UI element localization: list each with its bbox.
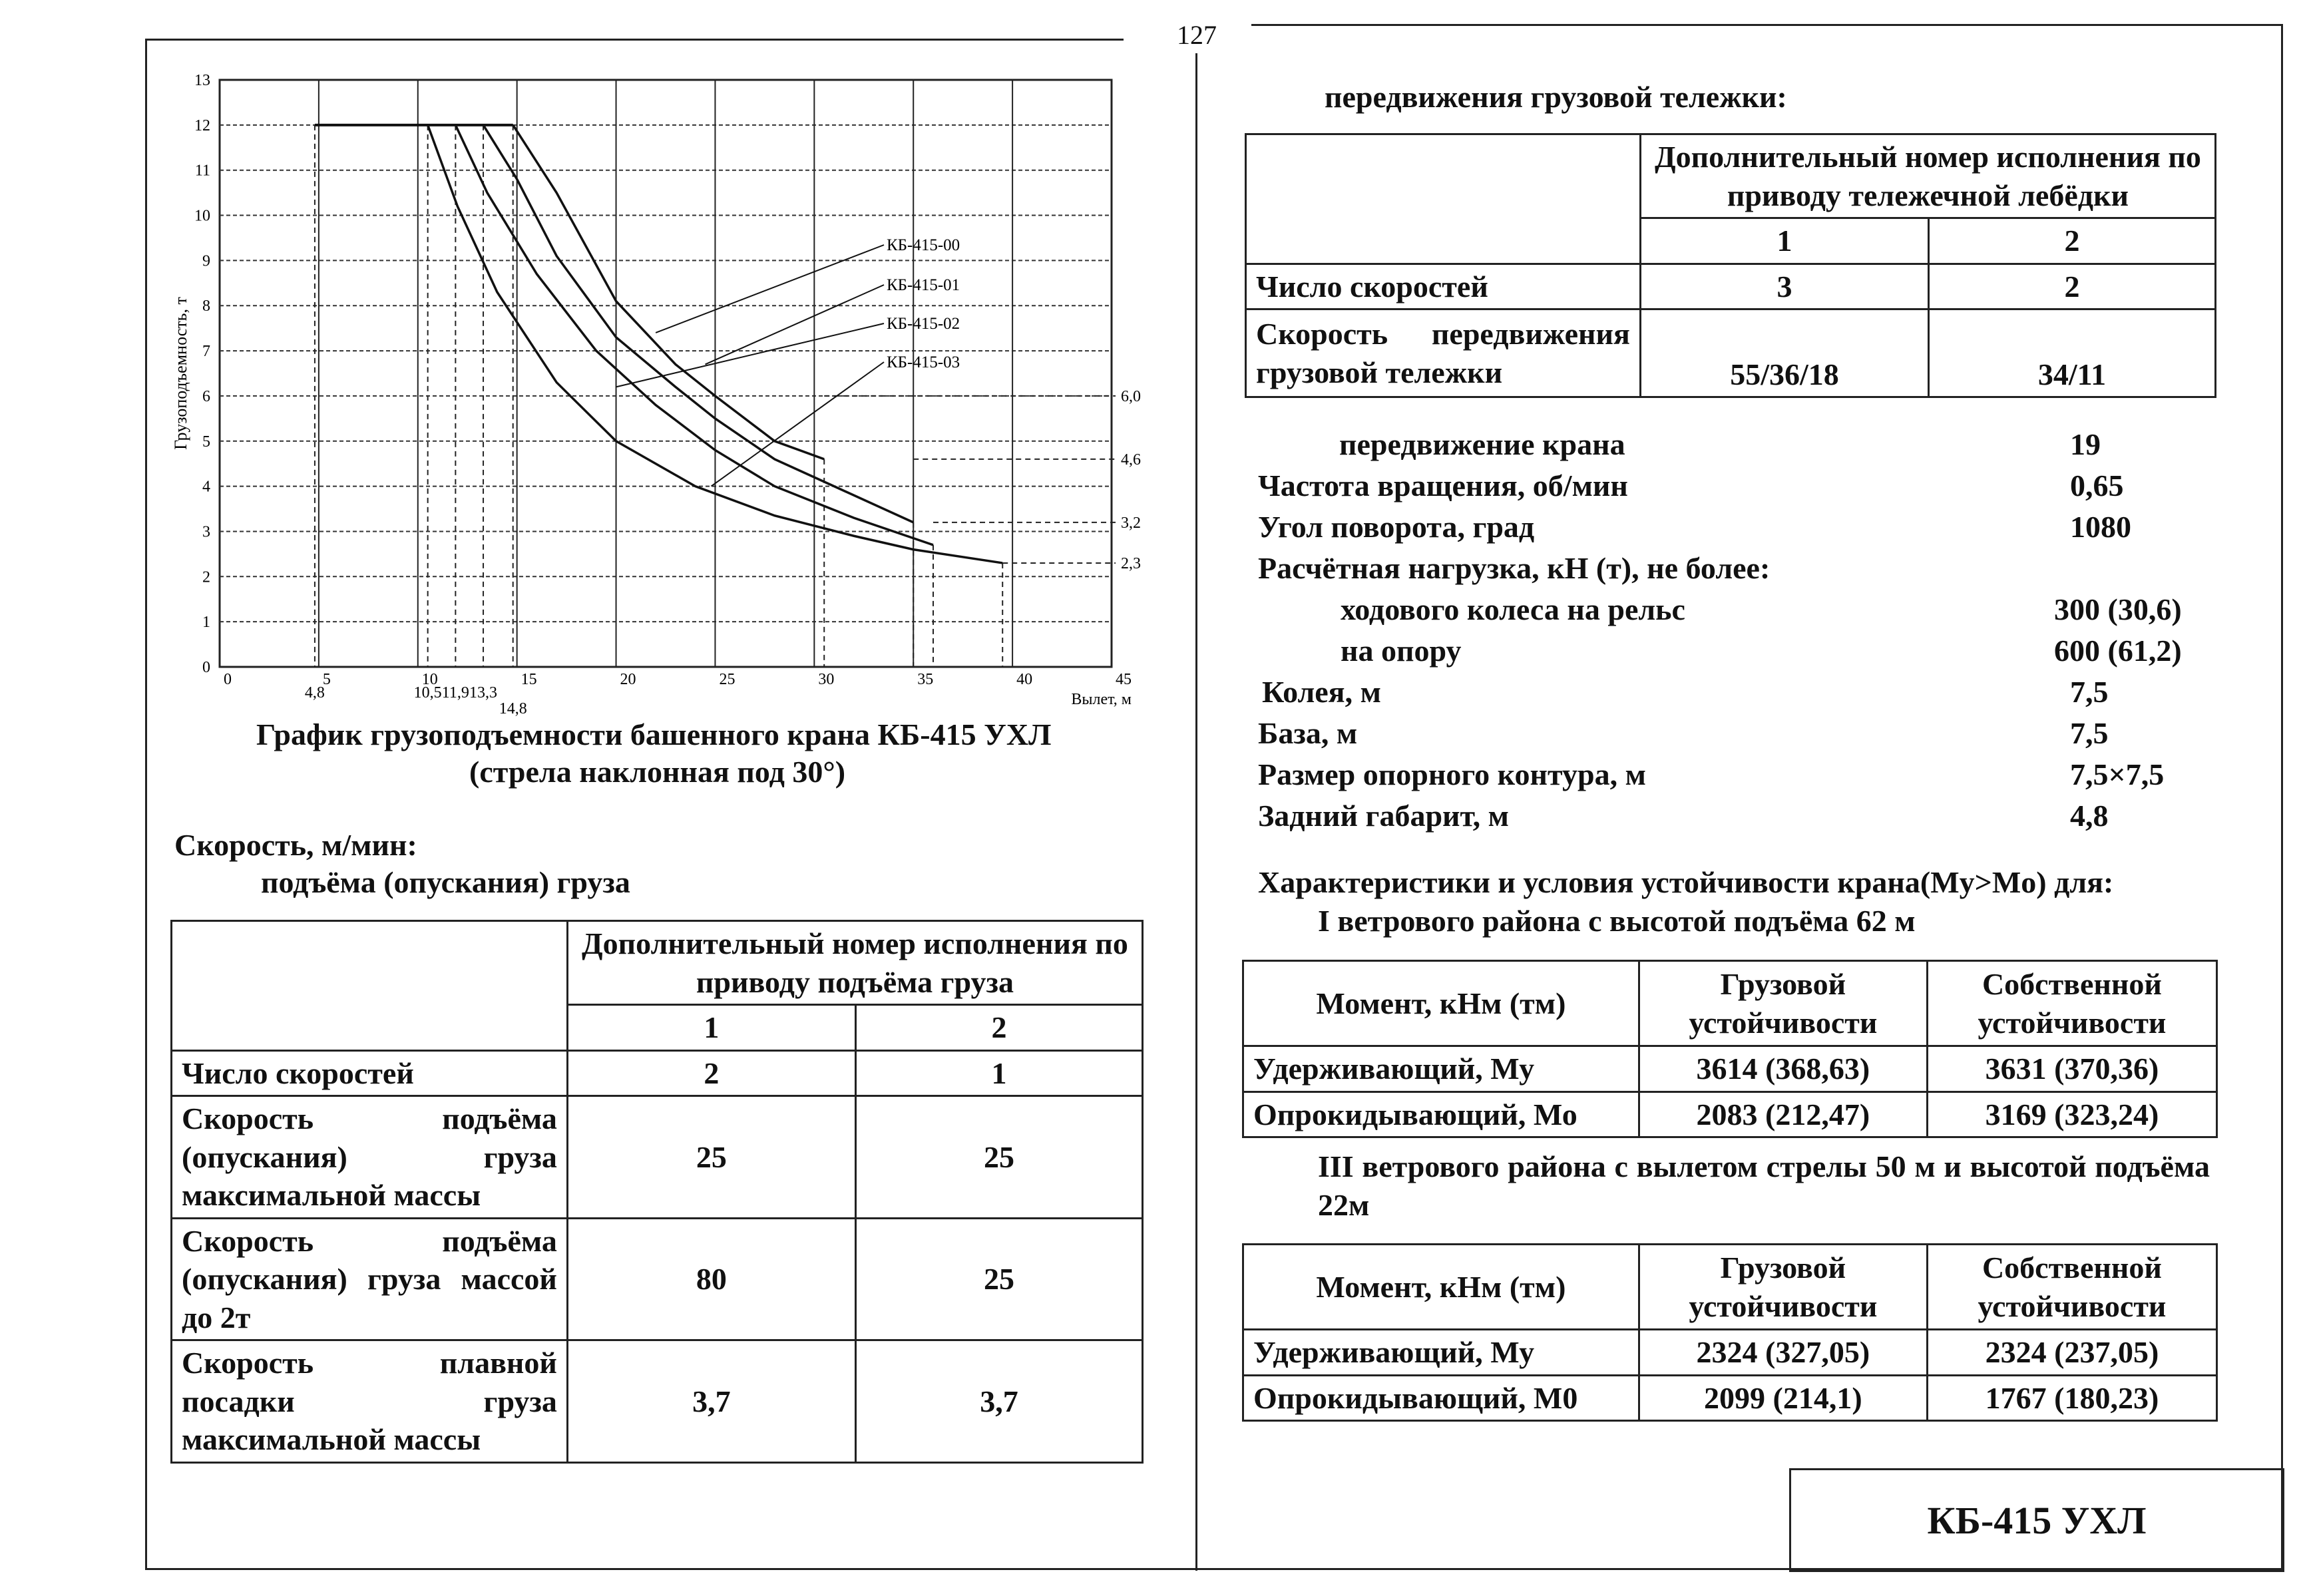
x-tick-label: 25 — [719, 671, 735, 688]
frame-top-right — [1251, 24, 2283, 26]
y-tick-label: 2 — [202, 568, 210, 586]
frame-left — [145, 39, 147, 1569]
hoist-row-value: 1 — [855, 1050, 1142, 1096]
hoist-row-label: Скорость подъёма (опускания) груза максимальной массы — [172, 1096, 568, 1219]
y-tick-label: 5 — [202, 433, 210, 451]
stab1-row-label: Опрокидывающий, Мо — [1243, 1092, 1639, 1137]
stab3-row-value: 2099 (214,1) — [1639, 1375, 1927, 1421]
speed-subheading: подъёма (опускания) груза — [261, 865, 630, 899]
param-value: 7,5×7,5 — [2070, 757, 2165, 791]
legend-label: КБ-415-03 — [887, 353, 960, 371]
trolley-row-label: Число скоростей — [1246, 264, 1641, 309]
x-tick-label: 35 — [917, 671, 934, 688]
legend-label: КБ-415-00 — [887, 236, 960, 254]
chart-title: График грузоподъемности башенного крана КБ-415 УХЛ — [256, 717, 1052, 751]
param-label: ходового колеса на рельс — [1341, 592, 1685, 626]
trolley-row-value: 3 — [1640, 264, 1928, 309]
param-value: 0,65 — [2070, 469, 2124, 502]
x-mark-label: 11,9 — [441, 684, 469, 701]
param-label: Размер опорного контура, м — [1258, 757, 1646, 791]
hoist-row-label: Скорость плавной посадки груза максимальной массы — [172, 1340, 568, 1463]
hoist-row-label: Скорость подъёма (опускания) груза массой до 2т — [172, 1218, 568, 1340]
stab3-col-own: Собственной устойчивости — [1927, 1245, 2216, 1330]
stability-table-3 — [1242, 1243, 2218, 1422]
right-mark-label: 4,6 — [1121, 451, 1141, 469]
y-tick-label: 10 — [194, 207, 210, 225]
center-divider — [1195, 53, 1197, 1571]
x-axis-title: Вылет, м — [1071, 691, 1132, 708]
frame-right — [2281, 24, 2283, 1569]
x-tick-label: 5 — [322, 671, 331, 688]
y-tick-label: 11 — [194, 162, 210, 180]
y-tick-label: 1 — [202, 614, 210, 632]
hoist-row-value: 25 — [855, 1096, 1142, 1219]
param-value: 600 (61,2) — [2054, 634, 2182, 668]
x-mark-label: 13,3 — [469, 684, 498, 701]
param-value: 7,5 — [2070, 716, 2109, 750]
trolley-row-value: 2 — [1929, 264, 2216, 309]
title-stamp: КБ-415 УХЛ — [1789, 1468, 2284, 1572]
param-label: на опору — [1341, 634, 1462, 668]
hoist-row-label: Число скоростей — [172, 1050, 568, 1096]
y-axis-title: Грузоподъемность, т — [171, 297, 190, 450]
hoist-table-corner — [172, 921, 568, 1051]
stability-region-1: I ветрового района с высотой подъёма 62 м — [1318, 904, 1916, 938]
x-tick-label: 15 — [521, 671, 537, 688]
param-label: передвижение крана — [1339, 427, 1625, 461]
frame-top-left — [145, 39, 1124, 41]
y-tick-label: 9 — [202, 252, 210, 270]
legend-leader — [706, 285, 884, 364]
param-label: Задний габарит, м — [1258, 799, 1510, 833]
stab1-row-value: 2083 (212,47) — [1639, 1092, 1927, 1137]
stability-region-3: III ветрового района с вылетом стрелы 50 м и высотой подъёма 22м — [1318, 1149, 2210, 1223]
param-label: База, м — [1258, 716, 1358, 750]
legend-leader — [656, 245, 884, 333]
page-number: 127 — [1177, 20, 1217, 50]
x-mark-label: 4,8 — [304, 684, 325, 701]
series-line — [455, 125, 933, 545]
param-value: 19 — [2070, 427, 2101, 461]
hoist-row-value: 2 — [567, 1050, 855, 1096]
speed-heading: Скорость, м/мин: — [174, 828, 417, 862]
param-label: Расчётная нагрузка, кН (т), не более: — [1258, 551, 1771, 585]
trolley-table-header: Дополнительный номер исполнения по приводу тележечной лебёдки — [1640, 134, 2215, 218]
param-label: Частота вращения, об/мин — [1258, 469, 1628, 502]
legend-leader — [711, 362, 884, 487]
hoist-row-value: 25 — [855, 1218, 1142, 1340]
x-mark-label: 10,5 — [413, 684, 442, 701]
stab1-row-value: 3631 (370,36) — [1927, 1046, 2216, 1092]
trolley-speed-table — [1245, 133, 2216, 398]
plot-area — [220, 80, 1112, 667]
stab3-col-moment: Момент, кНм (тм) — [1243, 1245, 1639, 1330]
right-mark-label: 6,0 — [1121, 387, 1141, 405]
stab1-col-moment: Момент, кНм (тм) — [1243, 961, 1639, 1046]
trolley-row-value: 34/11 — [1929, 309, 2216, 397]
legend-label: КБ-415-01 — [887, 276, 960, 294]
x-tick-label: 40 — [1016, 671, 1033, 688]
hoist-speed-table — [170, 920, 1144, 1464]
y-tick-label: 3 — [202, 523, 210, 541]
x-tick-label: 10 — [421, 671, 438, 688]
hoist-row-value: 3,7 — [855, 1340, 1142, 1463]
stab3-row-value: 2324 (327,05) — [1639, 1330, 1927, 1376]
param-label: Колея, м — [1262, 675, 1381, 709]
y-tick-label: 12 — [194, 116, 210, 134]
param-value: 300 (30,6) — [2054, 592, 2182, 626]
stability-table-1 — [1242, 960, 2218, 1138]
stab3-row-value: 1767 (180,23) — [1927, 1375, 2216, 1421]
stab1-col-load: Грузовой устойчивости — [1639, 961, 1927, 1046]
legend-label: КБ-415-02 — [887, 315, 960, 333]
y-tick-label: 13 — [194, 72, 210, 89]
series-line — [513, 125, 825, 459]
y-tick-label: 8 — [202, 298, 210, 315]
stab1-row-label: Удерживающий, Му — [1243, 1046, 1639, 1092]
chart-subtitle: (стрела наклонная под 30°) — [469, 755, 846, 789]
stab3-col-load: Грузовой устойчивости — [1639, 1245, 1927, 1330]
stab3-row-value: 2324 (237,05) — [1927, 1330, 2216, 1376]
trolley-col-1: 1 — [1640, 218, 1928, 264]
stab3-row-label: Опрокидывающий, М0 — [1243, 1375, 1639, 1421]
series-line — [483, 125, 913, 522]
trolley-row-value: 55/36/18 — [1640, 309, 1928, 397]
hoist-row-value: 80 — [567, 1218, 855, 1340]
stab1-col-own: Собственной устойчивости — [1927, 961, 2216, 1046]
stab1-row-value: 3169 (323,24) — [1927, 1092, 2216, 1137]
stability-heading: Характеристики и условия устойчивости крана(Mу>Mо) для: — [1258, 865, 2114, 899]
param-label: Угол поворота, град — [1258, 510, 1535, 544]
y-tick-label: 4 — [202, 478, 210, 496]
x-tick-label: 45 — [1116, 671, 1132, 688]
param-value: 4,8 — [2070, 799, 2109, 833]
trolley-heading: передвижения грузовой тележки: — [1325, 80, 1787, 114]
hoist-row-value: 25 — [567, 1096, 855, 1219]
x-tick-label: 30 — [818, 671, 835, 688]
param-value: 7,5 — [2070, 675, 2109, 709]
x-mark-label: 14,8 — [499, 700, 527, 717]
hoist-table-header: Дополнительный номер исполнения по приводу подъёма груза — [567, 921, 1142, 1005]
hoist-row-value: 3,7 — [567, 1340, 855, 1463]
x-tick-label: 20 — [620, 671, 636, 688]
right-mark-label: 3,2 — [1121, 514, 1141, 532]
y-tick-label: 0 — [202, 659, 210, 676]
trolley-row-label: Скорость передвижения грузовой тележки — [1246, 309, 1641, 397]
y-tick-label: 6 — [202, 387, 210, 405]
load-chart — [153, 60, 1165, 732]
stab3-row-label: Удерживающий, Му — [1243, 1330, 1639, 1376]
param-value: 1080 — [2070, 510, 2131, 544]
right-mark-label: 2,3 — [1121, 554, 1141, 572]
trolley-col-2: 2 — [1929, 218, 2216, 264]
x-tick-label: 0 — [224, 671, 232, 688]
hoist-col-2: 2 — [855, 1005, 1142, 1051]
y-tick-label: 7 — [202, 343, 210, 361]
hoist-col-1: 1 — [567, 1005, 855, 1051]
stab1-row-value: 3614 (368,63) — [1639, 1046, 1927, 1092]
trolley-table-corner — [1246, 134, 1641, 264]
